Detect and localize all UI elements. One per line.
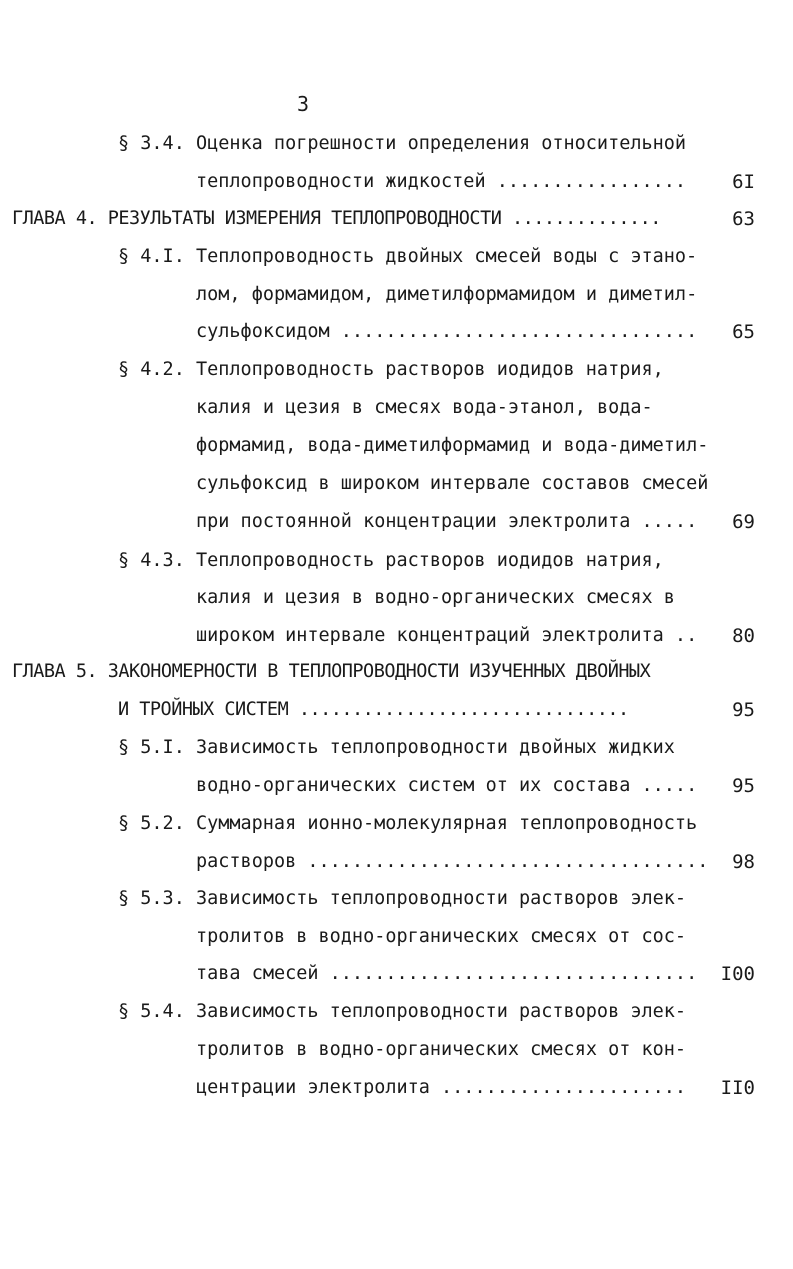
toc-line: § 5.2. Суммарная ионно-молекулярная теплопроводность [118,813,698,834]
toc-line: § 5.4. Зависимость теплопроводности растворов элек- [118,1001,687,1022]
toc-line: § 5.I. Зависимость теплопроводности двойных жидких [118,737,675,758]
toc-line: § 5.3. Зависимость теплопроводности растворов элек- [118,888,687,909]
toc-line: сульфоксид в широком интервале составов смесей [196,473,709,494]
toc-line: § 3.4. Оценка погрешности определения относительной [118,133,687,154]
toc-page-number: 63 [732,208,755,230]
toc-line: § 4.I. Теплопроводность двойных смесей воды с этано- [118,246,698,267]
toc-page-number: 65 [732,321,755,343]
toc-line: формамид, вода-диметилформамид и вода-диметил- [196,435,709,456]
toc-line: широком интервале концентраций электролита .. [196,625,698,646]
toc-page-number: 6I [732,171,755,193]
toc-page-number: 95 [732,775,755,797]
page-number: 3 [297,92,310,116]
chapter-heading: ГЛАВА 4. РЕЗУЛЬТАТЫ ИЗМЕРЕНИЯ ТЕПЛОПРОВОДНОСТИ .............. [12,208,661,229]
toc-line: водно-органических систем от их состава ..... [196,775,698,796]
toc-line: тава смесей ................................. [196,963,698,984]
toc-line: § 4.3. Теплопроводность растворов иодидов натрия, [118,550,664,571]
chapter-heading: И ТРОЙНЫХ СИСТЕМ ............................... [118,699,629,720]
toc-line: при постоянной концентрации электролита ..... [196,511,698,532]
toc-line: растворов .................................... [196,851,709,872]
toc-page-number: 98 [732,851,755,873]
toc-line: калия и цезия в смесях вода-этанол, вода- [196,397,653,418]
toc-line: теплопроводности жидкостей ................. [196,171,687,192]
toc-page-number: I00 [720,963,755,985]
toc-page-number: 80 [732,625,755,647]
toc-line: сульфоксидом ................................ [196,321,698,342]
chapter-heading: ГЛАВА 5. ЗАКОНОМЕРНОСТИ В ТЕПЛОПРОВОДНОСТИ ИЗУЧЕННЫХ ДВОЙНЫХ [12,661,651,682]
toc-line: тролитов в водно-органических смесях от сос- [196,926,687,947]
toc-page-number: 95 [732,699,755,721]
toc-line: лом, формамидом, диметилформамидом и диметил- [196,284,698,305]
toc-page-number: II0 [720,1077,755,1099]
toc-page-number: 69 [732,511,755,533]
toc-line: калия и цезия в водно-органических смесях в [196,587,675,608]
toc-line: § 4.2. Теплопроводность растворов иодидов натрия, [118,359,664,380]
toc-line: тролитов в водно-органических смесях от кон- [196,1039,687,1060]
toc-line: центрации электролита ...................... [196,1077,687,1098]
